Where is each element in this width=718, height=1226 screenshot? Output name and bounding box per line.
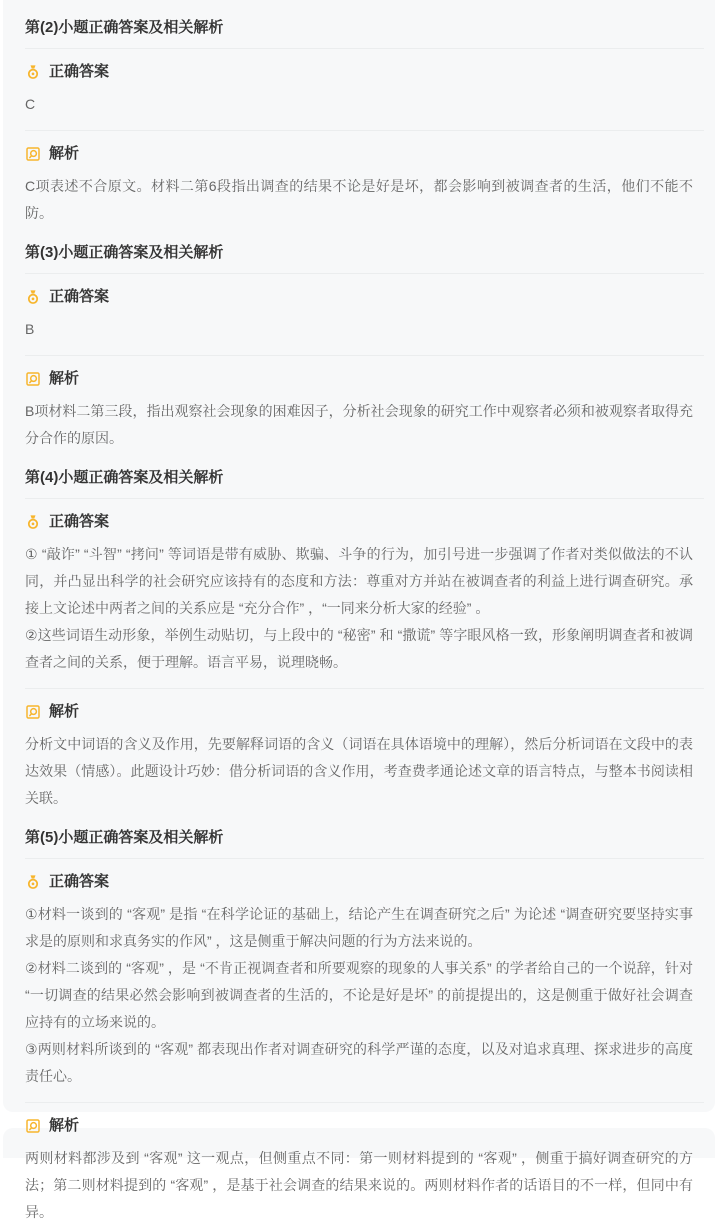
question-5-section: [25, 830, 693, 1226]
analysis-body: [25, 1145, 693, 1226]
analysis-label: 解析: [49, 370, 80, 387]
analysis-body: [25, 398, 693, 452]
analysis-body: [25, 731, 693, 812]
answer-paragraph: ②材料二谈到的 “客观” ，是 “不肯正视调查者和所要观察的现象的人事关系” 的学者给自己的一个说辞，针对 “一切调查的结果必然会影响到被调查者的生活的，不论是好是坏” 的前提提出的，这是侧重于做好社会调查应持有的立场来说的。: [25, 960, 693, 1030]
divider: [25, 130, 704, 131]
analysis-label: 解析: [49, 703, 80, 720]
correct-answer-header: [25, 873, 693, 891]
question-2-section: [25, 20, 693, 227]
correct-answer-label: 正确答案: [49, 513, 110, 530]
analysis-paragraph: 两则材料都涉及到 “客观” 这一观点，但侧重点不同：第一则材料提到的 “客观” ，侧重于搞好调查研究的方法；第二则材料提到的 “客观” ，是基于社会调查的结果来说的。两则材料作者的话语目的不一样，但同中有异。: [25, 1150, 693, 1220]
doc-search-icon: [25, 146, 41, 162]
answers-card: [3, 0, 715, 1220]
medal-icon: [25, 289, 41, 305]
analysis-paragraph: C项表述不合原文。材料二第6段指出调查的结果不论是好是坏，都会影响到被调查者的生活，他们不能不防。: [25, 178, 693, 221]
doc-search-icon: [25, 704, 41, 720]
correct-answer-label: 正确答案: [49, 63, 110, 80]
section-title: 第(3)小题正确答案及相关解析: [25, 244, 224, 261]
answer-paragraph: C: [25, 96, 36, 112]
correct-answer-body: [25, 316, 693, 343]
analysis-body: [25, 173, 693, 227]
analysis-label: 解析: [49, 145, 80, 162]
divider: [25, 858, 704, 859]
question-4-section: [25, 470, 693, 812]
analysis-header: [25, 145, 693, 163]
correct-answer-body: [25, 541, 693, 676]
correct-answer-header: [25, 513, 693, 531]
divider: [25, 48, 704, 49]
correct-answer-label: 正确答案: [49, 288, 110, 305]
doc-search-icon: [25, 371, 41, 387]
analysis-header: [25, 703, 693, 721]
divider: [25, 355, 704, 356]
divider: [25, 1102, 704, 1103]
section-title: 第(2)小题正确答案及相关解析: [25, 19, 224, 36]
correct-answer-header: [25, 288, 693, 306]
answer-paragraph: B: [25, 321, 35, 337]
medal-icon: [25, 874, 41, 890]
correct-answer-header: [25, 63, 693, 81]
answer-paragraph: ①材料一谈到的 “客观” 是指 “在科学论证的基础上，结论产生在调查研究之后” 为论述 “调查研究要坚持实事求是的原则和求真务实的作风” ，这是侧重于解决问题的行为方法来说的。: [25, 906, 693, 949]
answer-paragraph: ③两则材料所谈到的 “客观” 都表现出作者对调查研究的科学严谨的态度，以及对追求真理、探求进步的高度责任心。: [25, 1041, 693, 1084]
divider: [25, 273, 704, 274]
analysis-header: [25, 370, 693, 388]
divider: [25, 498, 704, 499]
section-title: 第(4)小题正确答案及相关解析: [25, 469, 224, 486]
analysis-label: 解析: [49, 1117, 80, 1134]
medal-icon: [25, 64, 41, 80]
section-title: 第(5)小题正确答案及相关解析: [25, 829, 224, 846]
correct-answer-label: 正确答案: [49, 873, 110, 890]
medal-icon: [25, 514, 41, 530]
correct-answer-body: [25, 901, 693, 1090]
divider: [25, 688, 704, 689]
answer-paragraph: ②这些词语生动形象，举例生动贴切，与上段中的 “秘密” 和 “撒谎” 等字眼风格一致，形象阐明调查者和被调查者之间的关系，便于理解。语言平易，说理晓畅。: [25, 627, 693, 670]
analysis-paragraph: 分析文中词语的含义及作用，先要解释词语的含义（词语在具体语境中的理解），然后分析词语在文段中的表达效果（情感）。此题设计巧妙：借分析词语的含义作用，考查费孝通论述文章的语言特点，与整本书阅读相关联。: [25, 736, 693, 806]
answer-paragraph: ① “敲诈” “斗智” “拷问” 等词语是带有威胁、欺骗、斗争的行为，加引号进一步强调了作者对类似做法的不认同，并凸显出科学的社会研究应该持有的态度和方法：尊重对方并站在被调查者的利益上进行调查研究。承接上文论述中两者之间的关系应是 “充分合作” ，“一同来分析大家的经验” 。: [25, 546, 693, 616]
analysis-paragraph: B项材料二第三段，指出观察社会现象的困难因子，分析社会现象的研究工作中观察者必须和被观察者取得充分合作的原因。: [25, 403, 693, 446]
correct-answer-body: [25, 91, 693, 118]
doc-search-icon: [25, 1118, 41, 1134]
question-3-section: [25, 245, 693, 452]
